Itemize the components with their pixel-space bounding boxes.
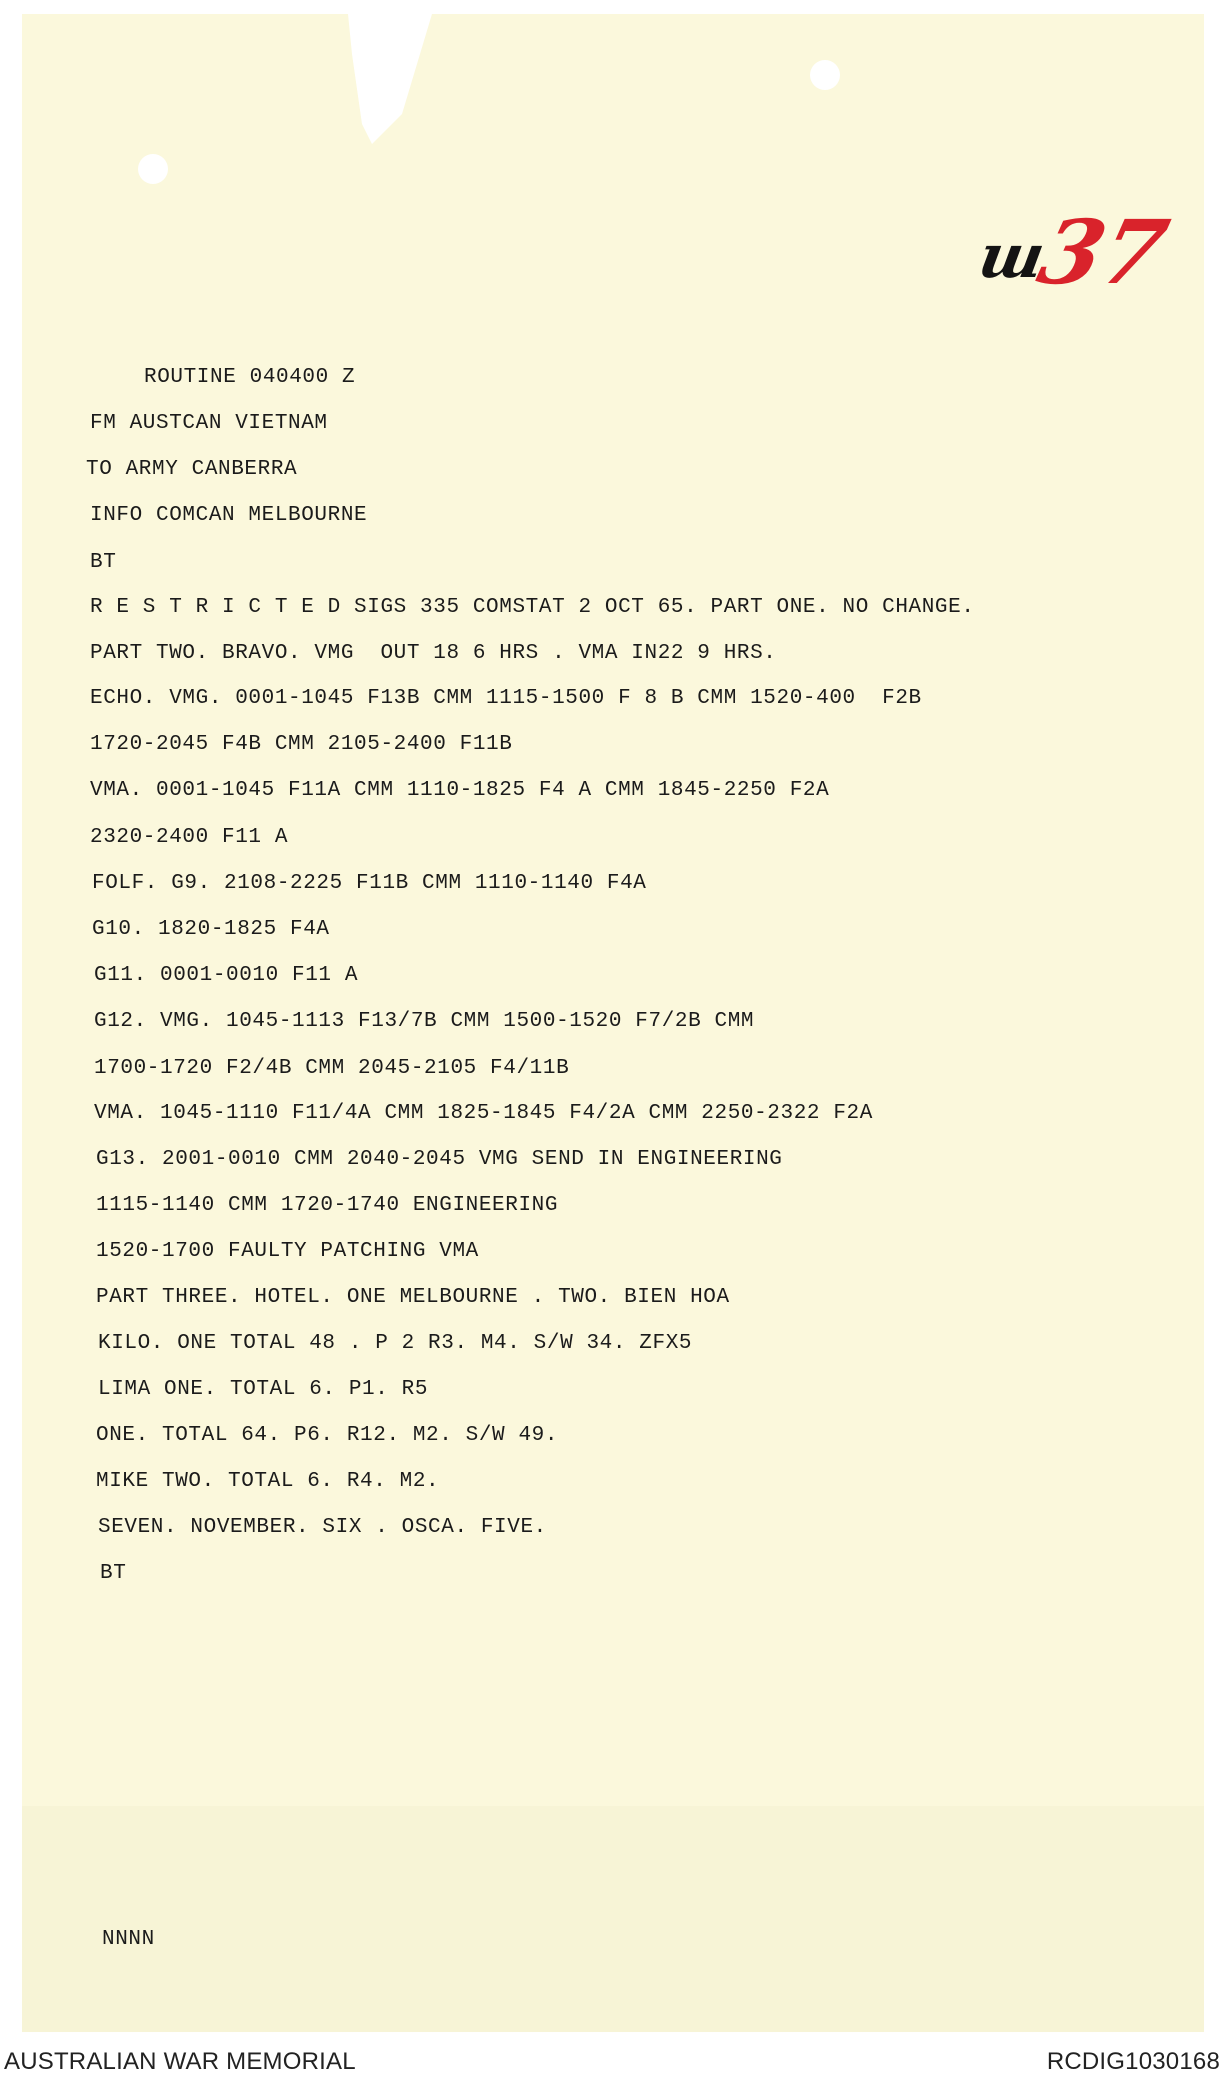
message-line: ONE. TOTAL 64. P6. R12. M2. S/W 49. (96, 1424, 559, 1447)
message-line: G10. 1820-1825 F4A (92, 918, 330, 941)
message-line: 1115-1140 CMM 1720-1740 ENGINEERING (96, 1194, 559, 1217)
message-line: 2320-2400 F11 A (90, 826, 289, 849)
message-line: R E S T R I C T E D SIGS 335 COMSTAT 2 OCT 65. PART ONE. NO CHANGE. (90, 596, 975, 619)
precedence-line: ROUTINE 040400 Z (144, 366, 356, 389)
message-line: PART TWO. BRAVO. VMG OUT 18 6 HRS . VMA IN22 9 HRS. (90, 642, 777, 665)
message-line: 1520-1700 FAULTY PATCHING VMA (96, 1240, 479, 1263)
message-line: KILO. ONE TOTAL 48 . P 2 R3. M4. S/W 34. ZFX5 (98, 1332, 693, 1355)
message-line: LIMA ONE. TOTAL 6. P1. R5 (98, 1378, 429, 1401)
message-line: G13. 2001-0010 CMM 2040-2045 VMG SEND IN ENGINEERING (96, 1148, 783, 1171)
archive-credit: AUSTRALIAN WAR MEMORIAL (4, 2048, 356, 2075)
punch-hole-icon (810, 60, 840, 90)
archive-id: RCDIG1030168 (1046, 2048, 1220, 2075)
info-line: INFO COMCAN MELBOURNE (90, 504, 368, 527)
handwritten-ink-mark: ш (973, 222, 1046, 292)
from-line: FM AUSTCAN VIETNAM (90, 412, 328, 435)
handwritten-red-number: 37 (1029, 200, 1178, 304)
message-line: ECHO. VMG. 0001-1045 F13B CMM 1115-1500 F 8 B CMM 1520-400 F2B (90, 687, 922, 710)
message-line: 1700-1720 F2/4B CMM 2045-2105 F4/11B (94, 1057, 570, 1080)
paper-fold-band (22, 1806, 1204, 2032)
message-line: FOLF. G9. 2108-2225 F11B CMM 1110-1140 F4A (92, 872, 647, 895)
punch-hole-icon (138, 154, 168, 184)
break-line: BT (90, 551, 117, 574)
message-line: G11. 0001-0010 F11 A (94, 964, 359, 987)
message-line: G12. VMG. 1045-1113 F13/7B CMM 1500-1520 F7/2B CMM (94, 1010, 755, 1033)
message-line: 1720-2045 F4B CMM 2105-2400 F11B (90, 733, 513, 756)
end-marker: NNNN (102, 1928, 155, 1951)
message-line: MIKE TWO. TOTAL 6. R4. M2. (96, 1470, 440, 1493)
to-line: TO ARMY CANBERRA (86, 458, 298, 481)
message-line: PART THREE. HOTEL. ONE MELBOURNE . TWO. BIEN HOA (96, 1286, 730, 1309)
message-line: VMA. 1045-1110 F11/4A CMM 1825-1845 F4/2A CMM 2250-2322 F2A (94, 1102, 873, 1125)
message-line: VMA. 0001-1045 F11A CMM 1110-1825 F4 A CMM 1845-2250 F2A (90, 779, 830, 802)
break-line: BT (100, 1562, 127, 1585)
message-line: SEVEN. NOVEMBER. SIX . OSCA. FIVE. (98, 1516, 547, 1539)
